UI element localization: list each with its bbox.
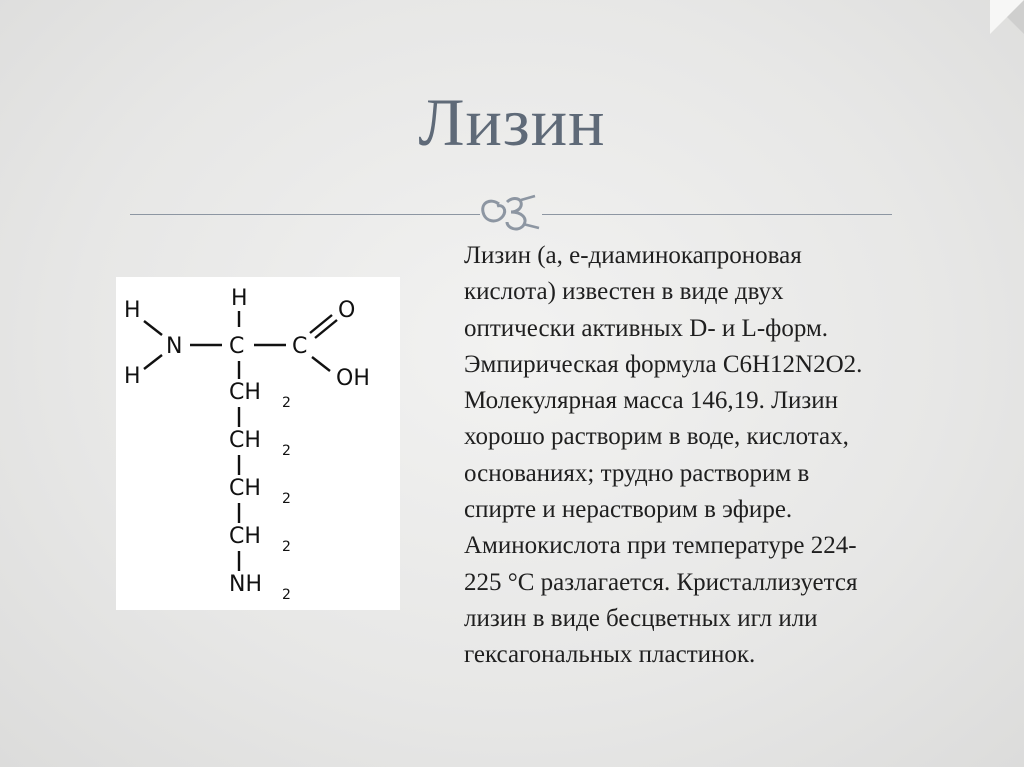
lysine-structural-formula <box>116 277 400 610</box>
subscript-2-ch2-3: 2 <box>282 491 291 507</box>
atom-nh2: NH <box>229 572 262 597</box>
subscript-2-ch2-1: 2 <box>282 395 291 411</box>
title-divider-left <box>130 214 480 215</box>
atom-h-top: H <box>231 286 248 311</box>
atom-h-left-top: H <box>124 298 141 323</box>
atom-ch2-4: CH <box>229 524 261 549</box>
body-line: Лизин (а, е-диаминокапроновая <box>464 242 802 269</box>
atom-oh: OH <box>336 366 370 391</box>
slide-title: Лизин <box>418 84 606 160</box>
atom-ch2-1: CH <box>229 380 261 405</box>
atom-ch2-3: CH <box>229 476 261 501</box>
body-line: спирте и нерастворим в эфире. <box>464 496 793 524</box>
bond-c-o-double-1 <box>310 315 332 333</box>
subscript-2-ch2-2: 2 <box>282 443 291 459</box>
page-curl-highlight <box>990 0 1024 34</box>
atom-c-alpha: C <box>229 334 245 359</box>
body-line: Эмпирическая формула С6Н12N2O2. <box>464 350 863 378</box>
atom-n: N <box>166 334 183 359</box>
body-line: лизин в виде бесцветных игл или <box>464 604 818 632</box>
body-line: Аминокислота при температуре 224- <box>464 532 857 560</box>
atom-c-carboxyl: C <box>292 334 308 359</box>
atom-o: O <box>338 298 356 323</box>
title-divider-right <box>542 214 892 215</box>
bond-c-o-double-2 <box>315 320 337 338</box>
subscript-2-ch2-4: 2 <box>282 539 291 555</box>
bond-h-n-bottom <box>144 355 162 369</box>
body-line: гексагональных пластинок. <box>464 641 756 669</box>
body-line: оптически активных D- и L-форм. <box>464 314 829 342</box>
body-line: Молекулярная масса 146,19. Лизин <box>464 387 839 415</box>
body-line: кислота) известен в виде двух <box>464 278 784 306</box>
atom-ch2-2: CH <box>229 428 261 453</box>
bond-c-oh <box>312 357 330 371</box>
flourish-ornament-icon <box>477 190 547 234</box>
body-line: хорошо растворим в воде, кислотах, <box>464 423 849 451</box>
body-line: основаниях; трудно растворим в <box>464 459 810 487</box>
atom-h-left-bottom: H <box>124 364 141 389</box>
bond-h-n-top <box>144 321 162 335</box>
body-line: 225 °С разлагается. Кристаллизуется <box>464 568 858 596</box>
subscript-2-nh2: 2 <box>282 587 291 603</box>
body-text <box>464 238 984 674</box>
